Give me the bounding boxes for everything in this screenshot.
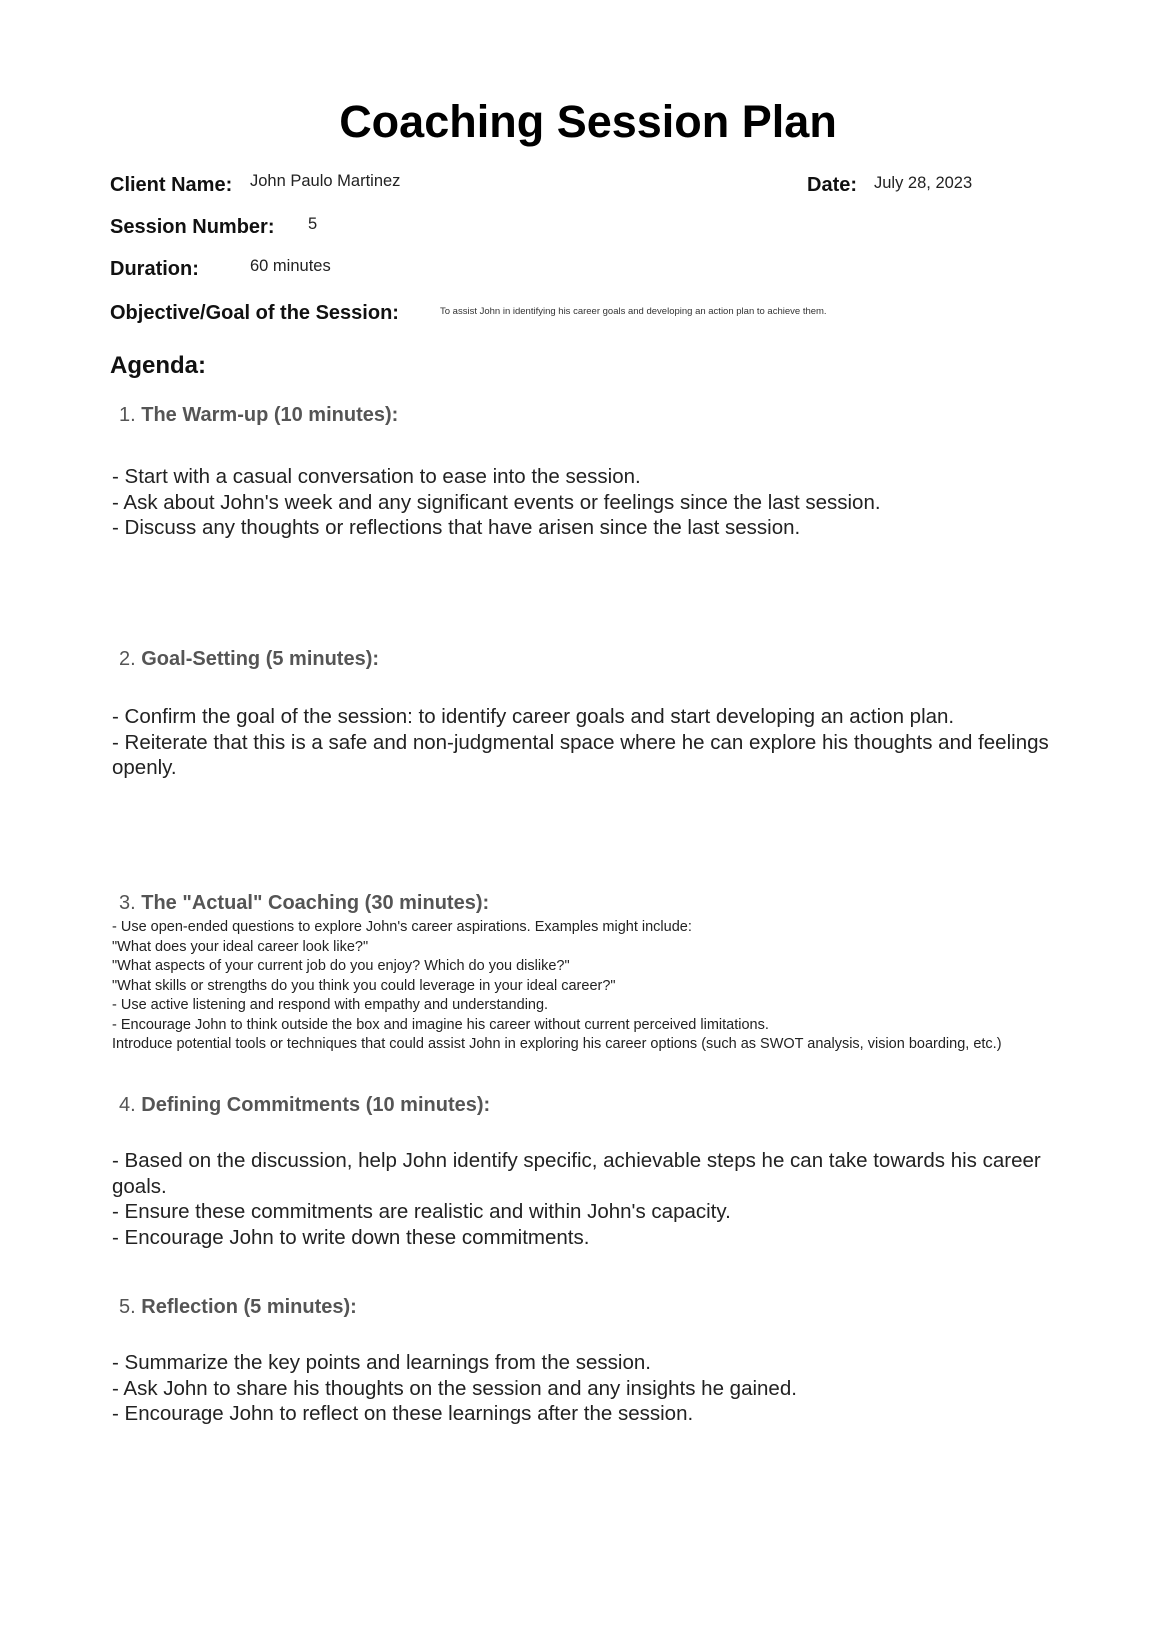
date-label: Date: [807,174,858,196]
section-number: 3. [119,892,136,914]
section-number: 5. [119,1296,136,1318]
agenda-heading: Agenda: [110,352,206,379]
objective-label: Objective/Goal of the Session: [110,302,399,324]
list-item: - Use open-ended questions to explore John's career aspirations. Examples might include: [112,919,692,935]
section-title: The Warm-up (10 minutes): [141,404,399,426]
section-3-heading [119,892,489,915]
list-item: - Discuss any thoughts or reflections that have arisen since the last session. [112,516,801,539]
list-item: - Encourage John to reflect on these learnings after the session. [112,1402,694,1425]
client-name-value: John Paulo Martinez [250,172,401,190]
section-4-heading [119,1094,490,1117]
list-item: - Use active listening and respond with empathy and understanding. [112,997,549,1013]
section-3-body [112,918,1057,1055]
session-number-value: 5 [308,215,318,233]
duration-value: 60 minutes [250,257,331,275]
list-item: - Reiterate that this is a safe and non-judgmental space where he can explore his thoughts and feelings openly. [112,730,1049,779]
section-2-body [112,704,1052,781]
list-item: "What aspects of your current job do you enjoy? Which do you dislike?" [112,958,570,974]
list-item: - Start with a casual conversation to ease into the session. [112,465,641,488]
section-number: 4. [119,1094,136,1116]
list-item: Introduce potential tools or techniques that could assist John in exploring his career options (such as SWOT analysis, vision boarding, etc.) [112,1036,1002,1052]
section-1-heading [119,404,398,427]
client-name-label: Client Name: [110,174,233,196]
list-item: - Confirm the goal of the session: to identify career goals and start developing an action plan. [112,705,955,728]
section-4-body [112,1148,1052,1250]
list-item: - Summarize the key points and learnings from the session. [112,1351,651,1374]
section-1-body [112,464,1052,541]
list-item: - Ensure these commitments are realistic and within John's capacity. [112,1200,731,1223]
section-title: Reflection (5 minutes): [141,1296,357,1318]
section-title: Defining Commitments (10 minutes): [141,1094,491,1116]
section-number: 1. [119,404,136,426]
list-item: - Based on the discussion, help John identify specific, achievable steps he can take towards his career goals. [112,1149,1041,1198]
objective-value: To assist John in identifying his career goals and developing an action plan to achieve them. [440,306,827,317]
section-5-heading [119,1296,357,1319]
section-5-body [112,1350,1052,1427]
list-item: "What does your ideal career look like?" [112,938,369,955]
section-title: The "Actual" Coaching (30 minutes): [141,892,490,914]
session-number-label: Session Number: [110,216,275,238]
list-item: - Ask John to share his thoughts on the session and any insights he gained. [112,1376,797,1400]
section-2-heading [119,648,379,671]
list-item: "What skills or strengths do you think you could leverage in your ideal career?" [112,977,616,994]
section-number: 2. [119,648,136,670]
section-title: Goal-Setting (5 minutes): [141,648,380,670]
page-title: Coaching Session Plan [339,96,837,147]
list-item: - Encourage John to think outside the box and imagine his career without current perceived limitations. [112,1016,769,1033]
duration-label: Duration: [110,258,199,280]
list-item: - Encourage John to write down these commitments. [112,1225,590,1249]
date-value: July 28, 2023 [874,174,973,192]
list-item: - Ask about John's week and any significant events or feelings since the last session. [112,490,881,514]
